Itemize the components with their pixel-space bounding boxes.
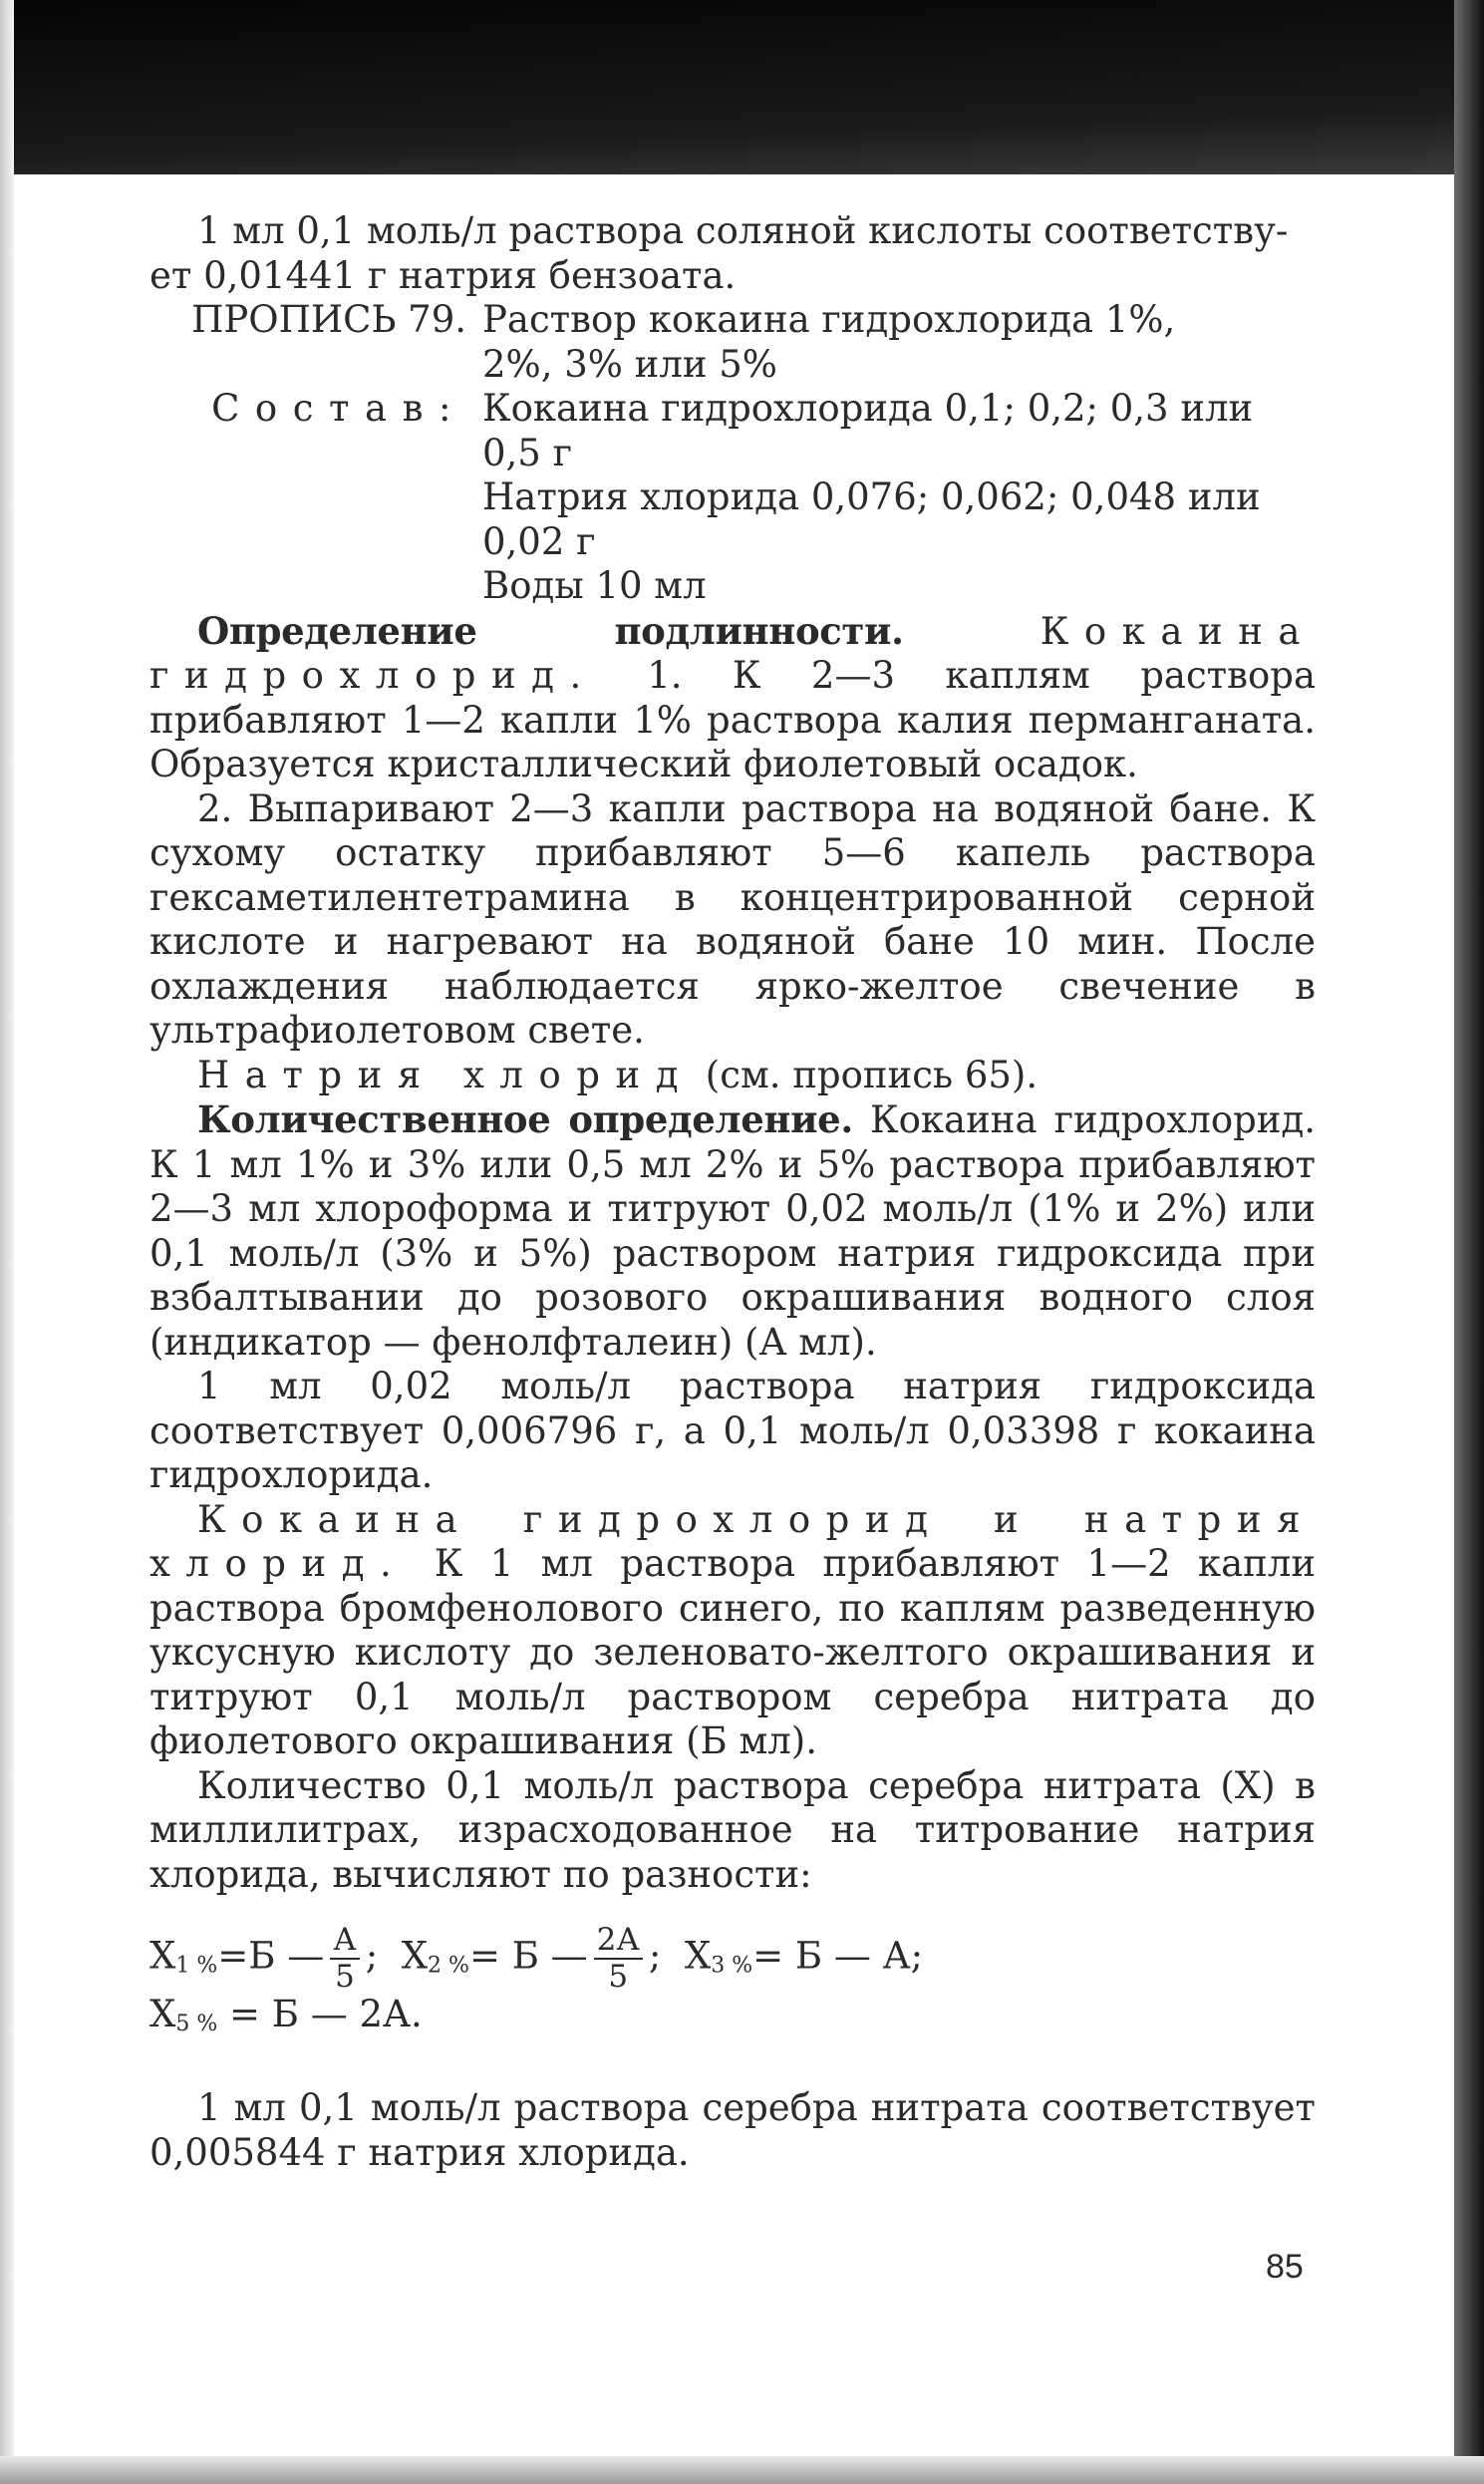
component-sodium-chloride: Натрия хлорида 0,076; 0,062; 0,048 или 0,02 г	[482, 475, 1261, 563]
recipe-title-row	[149, 298, 1316, 387]
sodium-chloride-paragraph	[149, 1054, 1316, 1098]
composition-label: Состав:	[211, 387, 466, 430]
formula-x2-fraction	[594, 1922, 643, 1995]
mixture-substance: Кокаина гидрохлорид и натрия хлорид.	[149, 1497, 1316, 1585]
scan-right-edge	[1454, 0, 1484, 2484]
identity-paragraph	[149, 609, 1316, 787]
formula-x2-sub: 2 %	[428, 1953, 469, 1979]
recipe-label: ПРОПИСЬ 79.	[191, 298, 466, 341]
cocaine-equivalent: 1 мл 0,02 моль/л раствора натрия гидроксида соответствует 0,006796 г, а 0,1 моль/л 0,03398 г кокаина гидрохлорида.	[149, 1365, 1316, 1496]
formula-x1-var: Х	[149, 1934, 176, 1978]
identity-heading: Определение подлинности.	[197, 608, 904, 653]
formula-x1-sub: 1 %	[175, 1953, 218, 1979]
recipe-title-line-1: Раствор кокаина гидрохлорида 1%,	[482, 298, 1176, 341]
formula-block	[149, 1922, 1316, 2046]
formula-x2-den: 5	[608, 1959, 629, 1995]
formula-x1-mid: =Б —	[217, 1934, 325, 1978]
formula-x3-sub: 3 %	[711, 1953, 753, 1979]
identity-substance: Кокаина гидрохлорид.	[149, 609, 1316, 697]
top-note-line-2: ет 0,01441 г натрия бензоата.	[149, 253, 737, 297]
scan-top-shadow	[0, 0, 1484, 174]
component-cocaine: Кокаина гидрохлорида 0,1; 0,2; 0,3 или 0,5 г	[482, 387, 1254, 474]
formula-line-1: Х1 %=Б — $\frac{А}{5}$ ; Х2 %= Б — $\frac{2А}{5}$ ; Х3 %= Б — А;	[149, 1922, 924, 1995]
formula-x1-den: 5	[335, 1959, 355, 1995]
recipe-title-line-2: 2%, 3% или 5%	[482, 342, 777, 386]
identity-test-1: 1. К 2—3 каплям раствора прибавляют 1—2 капли 1% раствора калия перманганата. Образуется кристаллический фиолетовый осадок.	[149, 654, 1316, 785]
book-page-text	[149, 209, 1316, 2175]
identity-test-2: 2. Выпаривают 2—3 капли раствора на водяной бане. К сухому остатку прибавляют 5—6 капель раствора гексаметилентетрамина в концентрированной серной кислоте и нагревают на водяной бане 10 мин. После охлаждения наблюдается ярко-желтое свечение в ультрафиолетовом свете.	[149, 786, 1316, 1052]
final-note: 1 мл 0,1 моль/л раствора серебра нитрата соответствует 0,005844 г натрия хлорида.	[149, 2086, 1316, 2174]
formula-x2-mid: = Б —	[468, 1934, 588, 1978]
recipe-title	[482, 298, 1316, 387]
formula-x2-num: 2А	[594, 1925, 643, 1960]
formula-line-2	[149, 1993, 1316, 2046]
formula-x3-var: Х	[684, 1934, 712, 1978]
formula-x1-num: А	[330, 1925, 359, 1960]
scan-left-edge	[0, 0, 14, 2484]
formula-x5-sub: 5 %	[175, 2012, 218, 2036]
calculation-paragraph: Количество 0,1 моль/л раствора серебра нитрата (Х) в миллилитрах, израсходованное на титрование натрия хлорида, вычисляют по разности:	[149, 1763, 1316, 1896]
quantitative-paragraph	[149, 1097, 1316, 1365]
spacer	[149, 2046, 1316, 2086]
composition-row	[149, 387, 1316, 609]
scan-bottom-edge	[0, 2456, 1484, 2484]
formula-x3-expr: = Б — А;	[752, 1934, 924, 1978]
sodium-chloride-ref: (см. пропись 65).	[694, 1053, 1039, 1096]
quantitative-heading: Количественное определение.	[197, 1097, 853, 1141]
composition-list	[482, 387, 1316, 609]
quantitative-cocaine-text: Кокаина гидрохлорид. К 1 мл 1% и 3% или 0,5 мл 2% и 5% раствора прибавляют 2—3 мл хлороформа и титруют 0,02 моль/л (1% и 2%) или 0,1 моль/л (3% и 5%) раствором натрия гидроксида при взбалтывании до розового окрашивания водного слоя (индикатор — фенолфталеин) (А мл).	[149, 1098, 1316, 1364]
formula-x1-fraction	[330, 1922, 359, 1995]
formula-x5-expr: = Б — 2А.	[229, 1993, 423, 2035]
page-number: 85	[1266, 2248, 1304, 2286]
top-note-line-1: 1 мл 0,1 моль/л раствора соляной кислоты соответству-	[197, 209, 1289, 252]
formula-x5-var: Х	[149, 1993, 176, 2035]
formula-x2-var: Х	[401, 1934, 429, 1978]
mixture-text: К 1 мл раствора прибавляют 1—2 капли раствора бромфенолового синего, по каплям разведенную уксусную кислоту до зеленовато-желтого окрашивания и титруют 0,1 моль/л раствором серебра нитрата до фиолетового окрашивания (Б мл).	[149, 1542, 1316, 1762]
component-water: Воды 10 мл	[482, 564, 707, 607]
sodium-chloride-substance: Натрия хлорид	[197, 1053, 695, 1096]
mixture-paragraph	[149, 1498, 1316, 1764]
